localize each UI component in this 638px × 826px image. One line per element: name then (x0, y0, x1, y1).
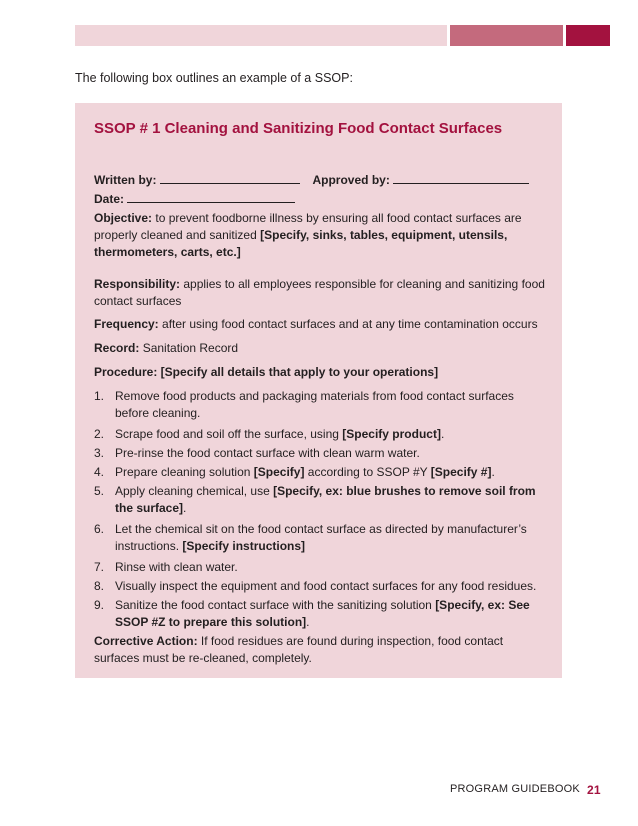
step-text: Let the chemical sit on the food contact surface as directed by manufacturer’s instructions. (115, 522, 527, 553)
approved-by-label: Approved by: (312, 173, 390, 187)
step-text: Visually inspect the equipment and food contact surfaces for any food residues. (115, 579, 537, 593)
step-text: Sanitize the food contact surface with the sanitizing solution (115, 598, 436, 612)
step-number: 8. (94, 579, 105, 593)
written-by-label: Written by: (94, 173, 157, 187)
signature-row (94, 170, 529, 189)
record-paragraph (94, 340, 546, 357)
procedure-heading: Procedure: [Specify all details that apply to your operations] (94, 365, 439, 379)
step-text: Prepare cleaning solution (115, 465, 254, 479)
date-line (127, 189, 295, 203)
page-number: 21 (587, 783, 601, 797)
step-number: 5. (94, 484, 105, 498)
step-tail: . (306, 615, 310, 629)
list-item (94, 445, 546, 464)
ssop-title: SSOP # 1 Cleaning and Sanitizing Food Contact Surfaces (94, 120, 503, 137)
list-item (94, 388, 546, 426)
list-item (94, 464, 546, 483)
step-specify: [Specify] (253, 465, 305, 479)
step-specify: [Specify, ex: See SSOP #Z to prepare this solution] (115, 598, 530, 629)
list-item (94, 426, 546, 445)
record-text: Sanitation Record (142, 341, 239, 355)
step-tail-2: . (491, 465, 495, 479)
list-item (94, 559, 546, 578)
date-row (94, 189, 295, 208)
header-bar-dark (566, 25, 610, 46)
ssop-box (75, 103, 562, 678)
step-specify: [Specify product] (342, 427, 441, 441)
step-text: Pre-rinse the food contact surface with clean warm water. (115, 446, 420, 460)
step-tail: . (183, 501, 187, 515)
step-specify: [Specify, ex: blue brushes to remove soil from the surface] (115, 484, 536, 515)
list-item (94, 521, 546, 559)
corrective-action-paragraph (94, 633, 546, 667)
objective-paragraph (94, 210, 546, 261)
step-number: 9. (94, 598, 105, 612)
written-by-line (160, 170, 300, 184)
step-text: Scrape food and soil off the surface, using (115, 427, 343, 441)
frequency-text: after using food contact surfaces and at any time contamination occurs (162, 317, 538, 331)
approved-by-line (393, 170, 529, 184)
responsibility-label: Responsibility: (94, 277, 181, 291)
step-number: 2. (94, 427, 105, 441)
step-number: 6. (94, 522, 105, 536)
header-bar-light (75, 25, 447, 46)
intro-text: The following box outlines an example of a SSOP: (75, 71, 353, 85)
step-specify-2: [Specify #] (430, 465, 492, 479)
step-number: 4. (94, 465, 105, 479)
step-number: 1. (94, 389, 105, 403)
objective-label: Objective: (94, 211, 153, 225)
objective-text: to prevent foodborne illness by ensuring all food contact surfaces are properly cleaned and sanitized (94, 211, 522, 242)
frequency-paragraph (94, 316, 546, 333)
step-text: Apply cleaning chemical, use (115, 484, 274, 498)
step-number: 7. (94, 560, 105, 574)
step-text: Rinse with clean water. (115, 560, 238, 574)
responsibility-text: applies to all employees responsible for cleaning and sanitizing food contact surfaces (94, 277, 545, 308)
step-text: Remove food products and packaging materials from food contact surfaces before cleaning. (115, 389, 514, 420)
responsibility-paragraph (94, 276, 546, 310)
list-item (94, 597, 546, 635)
step-tail: according to SSOP #Y (304, 465, 431, 479)
record-label: Record: (94, 341, 140, 355)
date-label: Date: (94, 192, 125, 206)
footer-label: PROGRAM GUIDEBOOK (450, 783, 580, 795)
corrective-action-label: Corrective Action: (94, 634, 198, 648)
corrective-action-text: If food residues are found during inspection, food contact surfaces must be re-cleaned, completely. (94, 634, 504, 665)
frequency-label: Frequency: (94, 317, 159, 331)
list-item (94, 578, 546, 597)
procedure-steps (94, 388, 546, 635)
step-tail: . (440, 427, 445, 441)
step-number: 3. (94, 446, 105, 460)
objective-specify: [Specify, sinks, tables, equipment, utensils, thermometers, carts, etc.] (94, 228, 508, 259)
list-item (94, 483, 546, 521)
step-specify: [Specify instructions] (182, 539, 306, 553)
header-bar-mid (450, 25, 563, 46)
